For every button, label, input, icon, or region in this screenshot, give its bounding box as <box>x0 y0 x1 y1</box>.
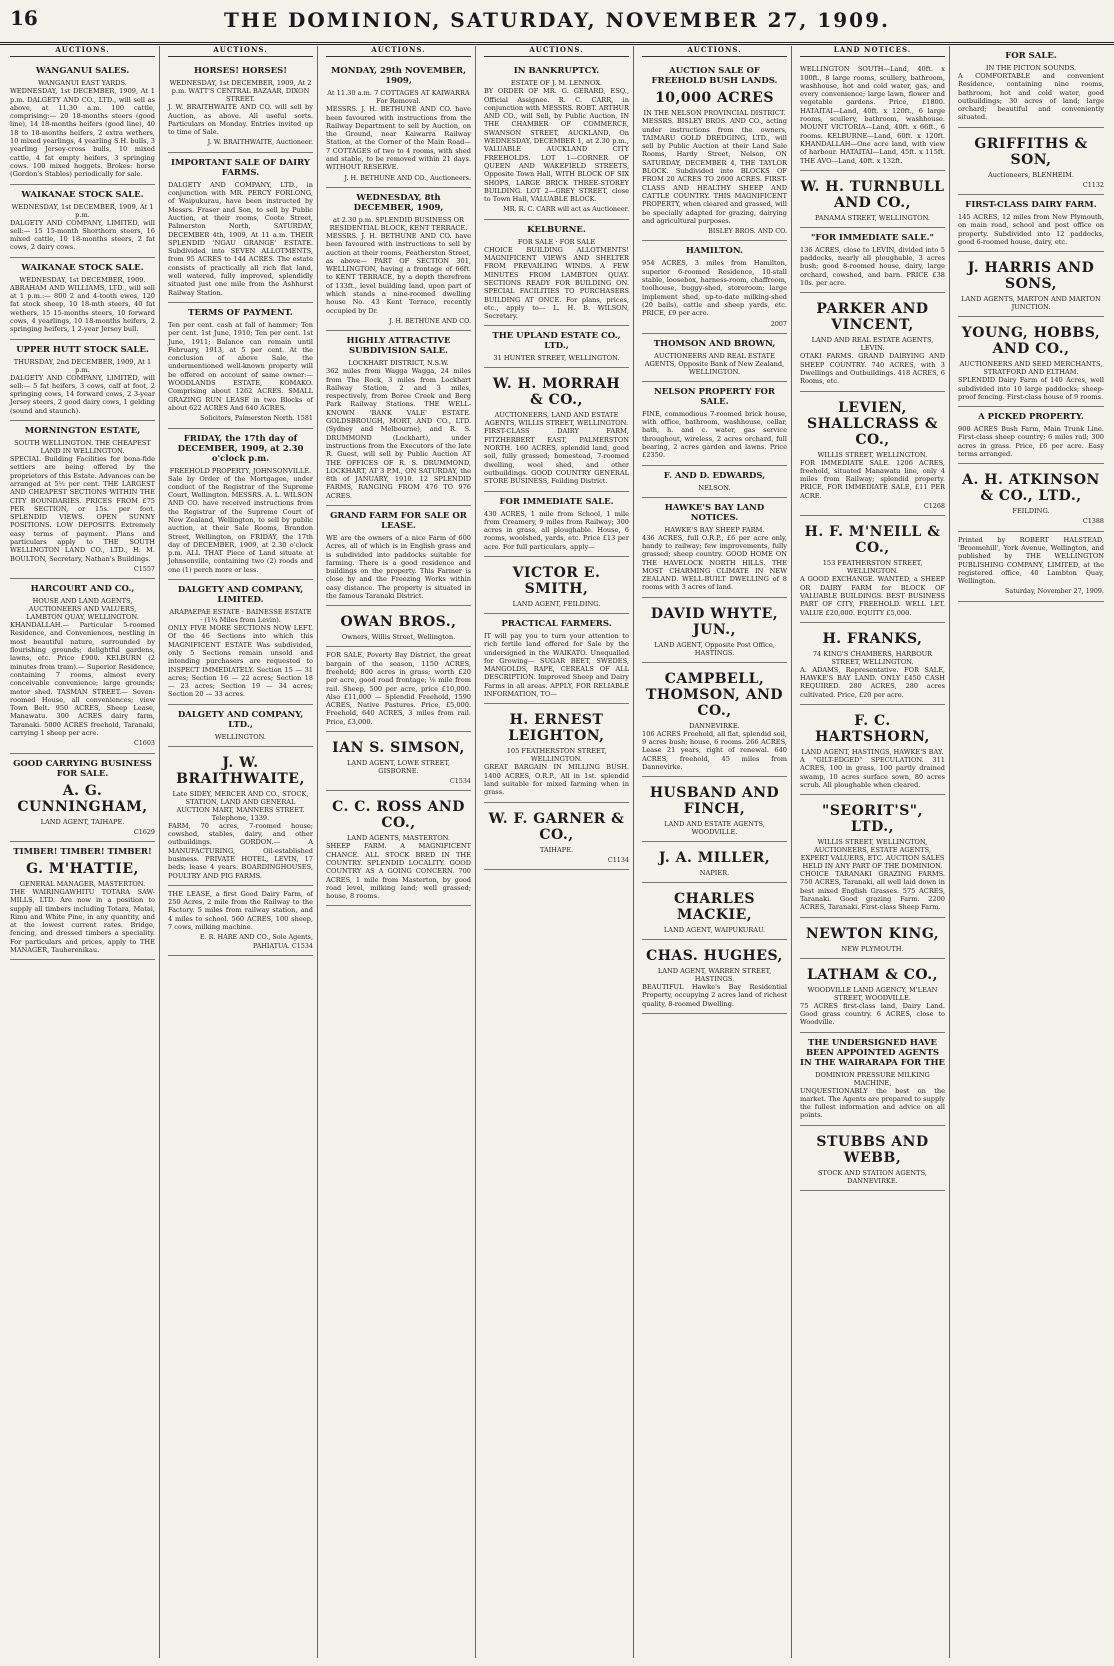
ad-title: UPPER HUTT STOCK SALE. <box>16 344 149 355</box>
ad-subtitle: SOUTH WELLINGTON. THE CHEAPEST LAND IN WELLINGTON. <box>14 439 151 456</box>
advertisement <box>10 61 155 184</box>
ad-title: AUCTION SALE OF FREEHOLD BUSH LANDS. <box>651 66 778 87</box>
ad-title: FOR SALE. <box>1005 51 1057 61</box>
advertisement <box>642 598 787 663</box>
ad-title: IN BANKRUPTCY. <box>513 66 600 77</box>
advertisement <box>800 1033 945 1126</box>
ad-body: 75 ACRES first-class land, Dairy Land. Good grass country. 6 ACRES, close to Woodville. <box>800 1001 945 1027</box>
ad-advertiser: J. W. BRAITHWAITE, <box>176 754 305 787</box>
ad-body: 145 ACRES, 12 miles from New Plymouth, on main road, school and post office on property. Subdivided into 12 paddocks, good 6-roomed house, dairy, etc. <box>958 213 1104 246</box>
ad-subtitle: LAND AND ESTATE AGENTS, WOODVILLE. <box>664 820 765 837</box>
advertisement <box>484 220 629 327</box>
ad-footer: C1132 <box>1082 180 1104 189</box>
advertisement <box>958 46 1104 128</box>
ad-subtitle: Auctioneers, BLENHEIM. <box>987 170 1075 179</box>
advertisement <box>168 429 313 581</box>
ad-subtitle: AUCTIONEERS, LAND AND ESTATE AGENTS, WILLIS STREET, WELLINGTON. <box>484 411 629 428</box>
column-header: AUCTIONS. <box>642 46 787 57</box>
column-7 <box>954 46 1108 1658</box>
advertisement <box>484 368 629 491</box>
advertisement <box>642 241 787 333</box>
ad-title: A PICKED PROPERTY. <box>978 412 1084 423</box>
ad-body: Sale by Order of the Mortgagee, under conduct of the Registrar of the Supreme Court, Wellington. MESSRS. A. L. WILSON AND CO. have received instructions from the Registrar of the Supreme Court of New Zealand, Wellington, to sell by public auction, at their Sale Rooms, Brandon Street, Wellington, on FRIDAY, the 17th day of DECEMBER, 1909, at 2.30 o'clock p.m. ALL THAT Piece of Land situate at Johnsonville, containing two (2) roods and one (1) perch more or less. <box>168 474 313 574</box>
ad-title: FIRST-CLASS DAIRY FARM. <box>965 200 1097 211</box>
ad-body: FOR SALE, Poverty Bay District, the great bargain of the season, 1150 ACRES, freehold; 800 acres in grass; worth £20 per acre, good road frontage; ⅛ mile from rail. Sheep, 500 per acre, price £10,000. Also £11,000 — Splendid Freehold, 1590 ACRES, Native Pastures. Price, £5,000. Freehold, 640 ACRES, 3 miles from rail. Price, £3,000. <box>326 651 471 726</box>
ad-body: Ten per cent. cash at fall of hammer; Ten per cent. 1st June, 1910; Ten per cent. 1st June, 1911; Balance can remain until February, 1913, at 5 per cent. At the conclusion of above Sale, the undermentioned well-known property will be offered on account of same owner:— WOODLANDS ESTATE, KOMAKO. Comprising about 1262 ACRES. SMALL GRAZING RUN LEASE in two Blocks of about 622 ACRES And 640 ACRES. <box>168 320 313 412</box>
ad-advertiser: STUBBS AND WEBB, <box>816 1133 929 1166</box>
ad-title: TERMS OF PAYMENT. <box>188 307 293 318</box>
ad-subtitle: WILLIS STREET, WELLINGTON, AUCTIONEERS, ESTATE AGENTS, EXPERT VALUERS, ETC. AUCTION SALES HELD IN ANY PART OF THE DOMINION. <box>800 838 945 871</box>
masthead <box>0 0 1114 45</box>
ad-subtitle: IN THE NELSON PROVINCIAL DISTRICT. <box>643 109 786 118</box>
ad-subtitle: LAND AND REAL ESTATE AGENTS, LEVIN. <box>811 336 934 353</box>
column-6 <box>796 46 950 1658</box>
ad-title: PRACTICAL FARMERS. <box>501 618 612 629</box>
ad-subtitle: LAND AGENTS, MASTERTON. <box>346 834 451 843</box>
ad-advertiser: H. ERNEST LEIGHTON, <box>508 712 605 745</box>
ad-body: A "GILT-EDGED" SPECULATION. 311 ACRES, 100 in grass, 100 partly drained swamp, 10 acres surface sown, 80 acres scrub. All ploughable when cleared. <box>800 755 945 789</box>
ad-advertiser: CAMPBELL, THOMSON, AND CO., <box>645 670 784 719</box>
ad-advertiser: H. FRANKS, <box>822 630 923 647</box>
ad-footer: E. R. HARE AND CO., Sole Agents, PAHIATUA. C1534 <box>199 933 313 950</box>
column-header: AUCTIONS. <box>484 46 629 57</box>
ad-body: 436 ACRES, full O.R.P., £6 per acre only, handy to railway; few improvements, fully grassed; sheep country. GOOD HOME ON THE HAVELOCK NORTH HILLS. THE MOST CHARMING CLIMATE IN NEW ZEALAND. WELL-BUILT DWELLING of 8 rooms with 3 acres of land. <box>642 533 787 592</box>
advertisement <box>326 61 471 188</box>
ad-subtitle: TAIHAPE. <box>539 845 574 854</box>
ad-advertiser: CHARLES MACKIE, <box>674 891 755 924</box>
advertisement <box>642 61 787 241</box>
column-1 <box>6 46 160 1658</box>
ad-advertiser: NEWTON KING, <box>805 925 940 942</box>
ad-footer: C1134 <box>607 855 629 864</box>
ad-footer: J. H. BETHUNE AND CO., Auctioneers. <box>344 173 471 182</box>
advertisement <box>484 326 629 368</box>
advertisement <box>800 959 945 1033</box>
advertisement <box>642 334 787 382</box>
ad-title: IMPORTANT SALE OF DAIRY FARMS. <box>171 157 310 178</box>
ad-body: WELLINGTON SOUTH—Land, 40ft. x 100ft., 8 large rooms, scullery, bathroom, washhouse, hot and cold water, gas, and every convenience; large lawn, flower and vegetable gardens. Price, £1800. HATAITAI—Land, 40ft. x 120ft., 6 large rooms, scullery, bathroom, washhouse. MOUNT VICTORIA—Land, 40ft. x 66ft., 6 rooms. KELBURNE—Land, 60ft. x 120ft. KHANDALLAH—One acre land, with view of harbour. HATAITAI—Land, 45ft. x 115ft. THE AVO—Land, 40ft. x 132ft. <box>800 65 945 165</box>
ad-subtitle: THURSDAY, 2nd DECEMBER, 1909, At 1 p.m. <box>13 357 152 374</box>
ad-subtitle: PANAMA STREET, WELLINGTON. <box>814 213 931 222</box>
column-4 <box>480 46 634 1658</box>
ad-subtitle: NEW PLYMOUTH. <box>841 944 904 953</box>
ad-body: CHOICE BUILDING ALLOTMENTS! MAGNIFICENT VIEWS AND SHELTER FROM PREVAILING WINDS. A FEW MINUTES FROM LAMBTON QUAY. SECTIONS READY FOR BUILDING ON. SPECIAL FACILITIES TO PURCHASERS BUILDING AT ONCE. For plans, prices, etc., apply to— L. H. B. WILSON, Secretary. <box>484 245 629 321</box>
ad-advertiser: YOUNG, HOBBS, AND CO., <box>961 325 1101 358</box>
advertisement <box>168 153 313 303</box>
ad-footer: C1268 <box>923 502 945 511</box>
ad-advertiser: DAVID WHYTE, JUN., <box>650 605 779 638</box>
ad-subtitle: LAND AGENT, TAIHAPE. <box>40 817 125 826</box>
ad-body: MESSRS. BISLEY BROS. AND CO., acting under instructions from the owners, TAIMARU GOLD DREDGING, LTD., will sell by Public Auction at their Land Sale Rooms, Hardy Street, Nelson, ON SATURDAY, DECEMBER 4, THE TAYLOR BLOCK. Subdivided into BLOCKS OF FROM 20 ACRES TO 2600 ACRES. FIRST-CLASS AND HEALTHY SHEEP AND CATTLE COUNTRY. THIS MAGNIFICENT PROPERTY, when cleared and grassed, will be specially adapted for grazing, dairying and agricultural purposes. <box>642 117 787 225</box>
advertisement <box>958 464 1104 531</box>
ad-advertiser: W. H. TURNBULL AND CO., <box>800 178 945 211</box>
ad-subtitle: NAPIER. <box>699 869 730 878</box>
ad-subtitle: LAND AGENT, LOWE STREET, GISBORNE. <box>346 759 451 776</box>
ad-body: WEDNESDAY, 1st DECEMBER, 1909, At 1 p.m. DALGETY AND CO., LTD., will sell as above, at 11.30 a.m. 100 cattle, comprising:— 20 18-months steers (good line), 14 18-months heifers (good line), 40 18 to 18-months heifers, 2 extra wethers, 10 mixed yearlings, 4 yearling S.H. bulls, 3 yearling Jersey-cross bulls, 10 mixed cattle, 4 fat empty heifers, 3 springing cows. 100 mixed hoggets. Brokes: horse (Gordon's Stables) periodically for sale. <box>10 87 155 179</box>
ad-body: DALGETY AND COMPANY, LTD., in conjunction with MR. PERCY FORLONG, of Waipukurau, have been instructed by Messrs. Fraser and Son, to sell by Public Auction, at their rooms, Coote Street, Palmerston North, SATURDAY, DECEMBER 4th, 1909, At 11 a.m. THEIR SPLENDID 'NGAU GRANGE' ESTATE. Subdivided into SEVEN ALLOTMENTS, from 95 ACRES to 144 ACRES. The estate consists of practically all rich flat land, well watered, fully improved, splendidly situated just one mile from the Ashhurst Railway Station. <box>168 180 313 297</box>
ad-body: 362 miles from Wagga Wagga, 24 miles from The Rock, 3 miles from Lockhart Railway Station, 2 and 3 miles, respectively, from Boree Creek and Berg Park Railway Stations. THE WELL-KNOWN 'BANK VALE' ESTATE. GOLDSBROUGH, MORT, AND CO., LTD. (Sydney and Melbourne), and R. S. DRUMMOND (Lockhart), under instructions from the Executors of the late R. Guest, will sell by Public Auction AT THE OFFICES OF R. S. DRUMMOND, LOCKHART, AT 3 P.M., ON SATURDAY, the 8th of JANUARY, 1910. 12 SPLENDID FARMS, RANGING FROM 476 TO 976 ACRES. <box>326 367 471 500</box>
ad-subtitle: FEILDING. <box>1012 507 1050 516</box>
ad-footer: MR. R. C. CARR will act as Auctioneer. <box>503 205 629 214</box>
advertisement <box>484 557 629 614</box>
ad-body: 136 ACRES, close to LEVIN, divided into 5 paddocks, nearly all ploughable, 3 acres bush; good 8-roomed house, dairy, large orchard, cowshed, and barn. PRICE £38 10s. per acre. <box>800 245 945 288</box>
ad-subtitle: At 11.30 a.m. 7 COTTAGES AT KAIWARRA For Removal. <box>327 89 470 106</box>
ad-body: THE WAIRINGAWHITU TOTARA SAW-MILLS, LTD. Are now in a position to supply all timbers including Totara, Matai, Rimu and White Pine, in any quantity, and at the lowest current rates. Bridge, fencing, and dressed timbers a speciality. For particulars and prices, apply to THE MANAGER, Tauherenikau. <box>10 887 155 954</box>
ad-subtitle: WEDNESDAY, 1st DECEMBER, 1909, At 1 p.m. <box>11 202 154 219</box>
advertisement <box>642 842 787 883</box>
advertisement <box>10 185 155 258</box>
ad-advertiser: C. C. ROSS AND CO., <box>332 799 465 832</box>
ad-subtitle: LAND AGENT, WAIPUKURAU. <box>663 926 766 935</box>
ad-advertiser: PARKER AND VINCENT, <box>816 301 929 334</box>
ad-advertiser: F. C. HARTSHORN, <box>815 712 930 745</box>
ad-body: A GOOD EXCHANGE. WANTED, a SHEEP OR DAIRY FARM for BLOCK OF VALUABLE BUILDINGS. BEST BUSINESS PART OF CITY, FREEHOLD. WELL LET. VALUE £20,000. EQUITY £5,000. <box>800 575 945 617</box>
ad-advertiser: J. A. MILLER, <box>658 850 771 867</box>
ad-title: THOMSON AND BROWN, <box>653 338 776 349</box>
advertisement <box>800 171 945 228</box>
ad-footer: J. H. BETHUNE AND CO. <box>389 316 471 325</box>
advertisement <box>800 392 945 517</box>
column-header: AUCTIONS. <box>168 46 313 57</box>
ad-title: F. AND D. EDWARDS, <box>663 470 766 481</box>
ad-body: A. ADAMS, Representative. FOR SALE, HAWKE'S BAY LAND. ONLY £450 CASH REQUIRED. 280 ACRES, 280 acres cultivated. Price, £20 per acre. <box>800 665 945 699</box>
ad-body: THE LEASE, a first Good Dairy Farm, of 250 Acres, 2 mile from the Railway to the Factory. 5 miles from railway station, and 4 miles to school. 560 ACRES, 100 sheep, 7 cows, milking machine. <box>168 889 313 931</box>
ad-title: HORSES! HORSES! <box>194 66 287 77</box>
advertisement <box>168 580 313 705</box>
ad-body: 106 ACRES Freehold, all flat, splendid soil, 9 acres bush; house, 6 rooms. 266 ACRES, Lease 21 years, right of renewal. 640 ACRES, freehold, 45 miles from Dannevirke. <box>642 729 787 771</box>
advertisement <box>484 614 629 704</box>
ad-body: CHOICE TARANAKI GRAZING FARMS. 750 ACRES, Taranaki, all well laid down in best mixed English Grasses. 575 ACRES, Taranaki. Good grazing Farm. 2200 ACRES, Taranaki. First-class Sheep Farm. <box>800 870 945 912</box>
ad-footer: BISLEY BROS. AND CO. <box>708 227 787 236</box>
advertisement <box>10 579 155 753</box>
advertisement <box>958 195 1104 252</box>
ad-subtitle: at 2.30 p.m. SPLENDID BUSINESS OR RESIDENTIAL BLOCK, KENT TERRACE. <box>329 215 468 232</box>
ad-footer: Saturday, November 27, 1909. <box>1005 587 1104 596</box>
ad-title: "FOR IMMEDIATE SALE." <box>811 232 934 243</box>
advertisement <box>642 663 787 777</box>
ad-body: MESSRS. J. H. BETHUNE AND CO. have been favoured with instructions from the Railway Department to sell by Auction, on the Ground, near Kaiwarra Railway Station, at the Corner of the Main Road— 7 COTTAGES of two to 4 rooms, with shed and stable, to be removed within 21 days. WITHOUT RESERVE. <box>326 105 471 172</box>
ad-footer: 2007 <box>770 319 787 328</box>
advertisement <box>958 317 1104 407</box>
advertisement <box>800 623 945 705</box>
ad-body: 954 ACRES, 3 miles from Hamilton, superior 6-roomed Residence, 10-stall stable, loosebox, harness-room, chaffroom, toolhouse, buggy-shed, storeroom; large implement shed, up-to-date milking-shed (20 bails), cattle and sheep yards, etc. PRICE, £9 per acre. <box>642 259 787 318</box>
advertisement <box>168 705 313 747</box>
ad-advertiser: W. F. GARNER & CO., <box>488 810 625 843</box>
ad-body: Printed by ROBERT HALSTEAD, 'Broomehill', York Avenue, Wellington, and published by THE WELLINGTON PUBLISHING COMPANY, LIMITED, at the registered office, 40 Lambton Quay, Wellington. <box>958 535 1104 586</box>
newspaper-title: THE DOMINION, SATURDAY, NOVEMBER 27, 1909. <box>224 8 890 32</box>
ad-subtitle: LAND AGENT, Opposite Post Office, HASTINGS. <box>654 640 775 657</box>
ad-advertiser: H. F. M'NEILL & CO., <box>804 524 941 557</box>
ad-subtitle: STOCK AND STATION AGENTS, DANNEVIRKE. <box>818 1168 927 1185</box>
ad-subtitle: 31 HUNTER STREET, WELLINGTON. <box>493 354 620 363</box>
ad-title: HIGHLY ATTRACTIVE SUBDIVISION SALE. <box>346 336 451 357</box>
advertisement <box>958 128 1104 195</box>
advertisement <box>800 1126 945 1191</box>
advertisement <box>484 492 629 557</box>
ad-body: ABRAHAM AND WILLIAMS, LTD., will sell at 1 p.m.:— 800 2 and 4-tooth ewes, 120 fat stock sheep, 10 18-mth steers, 40 fat wethers, 15 15-months steers, 10 forward cows, 4 yearlings, 10 18-months heifers, 2 springing heifers, 1 2-year Jersey bull. <box>10 283 155 334</box>
advertisement <box>10 842 155 960</box>
ad-advertiser: W. H. MORRAH & CO., <box>492 376 621 409</box>
ad-advertiser: IAN S. SIMSON, <box>332 740 465 757</box>
ad-body: ONLY FIVE MORE SECTIONS NOW LEFT. Of the 46 Sections into which this MAGNIFICENT ESTATE Was subdivided, only 5 Sections remain unsold and intending purchasers are requested to INSPECT IMMEDIATELY. Section 15 — 31 acres; Section 16 — 22 acres; Section 18 — 23 acres; Section 19 — 34 acres; Section 20 — 33 acres. <box>168 624 313 699</box>
columns-container <box>6 46 1108 1658</box>
advertisement <box>10 754 155 842</box>
ad-subtitle: FREEHOLD PROPERTY, JOHNSONVILLE. <box>169 466 312 475</box>
page-number: 16 <box>10 6 38 30</box>
ad-subtitle: HOUSE AND LAND AGENTS, AUCTIONEERS AND VALUERS, LAMBTON QUAY, WELLINGTON. <box>26 597 139 622</box>
advertisement <box>800 918 945 959</box>
advertisement <box>800 293 945 391</box>
ad-body: BY ORDER OF MR. G. GERARD, ESQ., Official Assignee. R. C. CARR, in conjunction with MESSRS. ROBT. ARTHUR AND CO., will Sell, by Public Auction, IN THE CHAMBER OF COMMERCE, SWANSON STREET, AUCKLAND, On WEDNESDAY, DECEMBER 1, at 2.30 p.m., VALUABLE AUCKLAND CITY FREEHOLDS. LOT 1—CORNER OF QUEEN AND WAKEFIELD STREETS, Opposite Town Hall, WITH BLOCK OF SIX SHOPS, LARGE BRICK THREE-STOREY BUILDING. LOT 2—GREY STREET, close to Town Hall, VALUABLE BLOCK. <box>484 87 629 204</box>
ad-subtitle: IN THE PICTON SOUNDS. <box>985 64 1077 72</box>
ad-subtitle: ARAPAEPAE ESTATE · BAINESSE ESTATE · (1¼ Miles from Levin). <box>169 608 312 625</box>
ad-body: OTAKI FARMS. GRAND DAIRYING AND SHEEP COUNTRY. 740 ACRES, with 3 Dwellings and Outbuildings. 418 ACRES, 6 Rooms, etc. <box>800 352 945 386</box>
ad-body: FOR IMMEDIATE SALE. 1206 ACRES, freehold, situated Manawatu line, only 4 miles from Railway; splendid property. PRICE, FOR IMMEDIATE SALE, £11 PER ACRE. <box>800 458 945 500</box>
ad-body: DALGETY AND COMPANY, LIMITED, will sell:— 15 15-month Shorthorn steers, 16 mixed cattle, 10 18-months steers, 2 fat cows, 2 dairy cows. <box>10 218 155 252</box>
ad-title: MORNINGTON ESTATE, <box>24 426 141 437</box>
ad-title: WAIKANAE STOCK SALE. <box>21 189 144 200</box>
ad-advertiser: 10,000 ACRES <box>655 90 774 107</box>
ad-body: WE are the owners of a nice Farm of 600 Acres, all of which is in English grass and is subdivided into paddocks suitable for farming. There is a good residence and buildings on the property. This Farmer is close by and the Freezing Works within easy distance. The property is situated in the famous Taranaki District. <box>326 533 471 601</box>
ad-subtitle: WANGANUI EAST YARDS. <box>38 79 127 88</box>
ad-title: WANGANUI SALES. <box>35 66 130 77</box>
ad-body: UNQUESTIONABLY the best on the market. The Agents are prepared to supply the fullest information and advice on all points. <box>800 1086 945 1120</box>
ad-body: SPLENDID Dairy Farm of 140 Acres, well subdivided into 10 large paddocks; sheep-proof fencing. First-class house of 9 rooms. <box>958 376 1104 401</box>
ad-subtitle: WOODVILLE LAND AGENCY, M'LEAN STREET, WOODVILLE. <box>807 985 938 1002</box>
advertisement <box>326 331 471 506</box>
column-5 <box>638 46 792 1658</box>
advertisement <box>800 228 945 293</box>
advertisement <box>326 647 471 732</box>
advertisement <box>800 705 945 795</box>
ad-body: FIRST-CLASS DAIRY FARM, FITZHERBERT EAST, PALMERSTON NORTH. 160 ACRES, splendid land, good soil, fully grassed; homestead, 7-roomed dwelling, wool shed, and other outbuildings. GOOD COUNTRY GENERAL STORE BUSINESS, Feilding District. <box>484 427 629 486</box>
advertisement <box>642 498 787 598</box>
ad-title: NELSON PROPERTY FOR SALE. <box>654 386 775 407</box>
ad-subtitle: DOMINION PRESSURE MILKING MACHINE, <box>815 1070 930 1087</box>
ad-subtitle: WILLIS STREET, WELLINGTON. <box>817 450 928 459</box>
advertisement <box>326 791 471 906</box>
ad-body: 900 ACRES Bush Farm, Main Trunk Line. First-class sheep country; 6 miles rail; 300 acres in grass. Price, £6 per acre. Easy terms arranged. <box>958 425 1104 459</box>
ad-title: DALGETY AND COMPANY, LTD., <box>177 709 304 730</box>
advertisement <box>800 61 945 171</box>
advertisement <box>326 732 471 791</box>
ad-footer: Solicitors, Palmerston North. 1581 <box>200 414 313 423</box>
ad-subtitle: LAND AGENT, HASTINGS, HAWKE'S BAY. <box>801 747 944 756</box>
ad-advertiser: J. HARRIS AND SONS, <box>967 260 1095 293</box>
ad-title: MONDAY, 29th NOVEMBER, 1909, <box>330 66 467 87</box>
ad-body: SHEEP FARM. A MAGNIFICENT CHANCE. ALL STOCK BRED IN THE COUNTRY. SPLENDID LOCALITY. GOOD COUNTRY AS A GOING CONCERN. 700 ACRES, 1 mile from Masterton, by good road level, milking land; well grassed; house, 8 rooms. <box>326 842 471 901</box>
ad-title: THE UPLAND ESTATE CO., LTD., <box>492 331 621 352</box>
advertisement <box>958 532 1104 602</box>
ad-subtitle: AUCTIONEERS AND REAL ESTATE AGENTS, Opposite Bank of New Zealand, WELLINGTON. <box>644 351 785 376</box>
ad-subtitle: GENERAL MANAGER, MASTERTON. <box>19 879 146 888</box>
advertisement <box>642 883 787 940</box>
ad-title: TIMBER! TIMBER! TIMBER! <box>13 846 152 857</box>
ad-advertiser: CHAS. HUGHES, <box>646 948 783 965</box>
advertisement <box>326 506 471 606</box>
advertisement <box>958 407 1104 464</box>
ad-footer: C1534 <box>449 777 471 786</box>
ad-title: KELBURNE. <box>527 224 586 235</box>
ad-footer: J. W. BRAITHWAITE, Auctioneer. <box>207 138 313 147</box>
advertisement <box>326 606 471 647</box>
ad-subtitle: FOR SALE · FOR SALE <box>517 237 596 246</box>
ad-title: HAMILTON. <box>685 246 744 257</box>
advertisement <box>484 704 629 802</box>
ad-subtitle: Owners, Willis Street, Wellington. <box>341 633 456 642</box>
ad-subtitle: DANNEVIRKE. <box>689 721 740 730</box>
ad-footer: C1603 <box>133 739 155 748</box>
advertisement <box>326 188 471 331</box>
ad-title: FRIDAY, the 17th day of DECEMBER, 1909, at 2.30 o'clock p.m. <box>177 433 304 464</box>
advertisement <box>168 886 313 956</box>
advertisement <box>10 258 155 340</box>
ad-body: SPECIAL Building Facilities for bona-fide settlers are being offered by the proprietors of this Estate. Advances can be arranged at 5½ per cent. THE LARGEST AND CHEAPEST SECTIONS WITHIN THE CITY BOUNDARIES. PRICES FROM £75 PER SECTION, or 15s. per foot. SPLENDID VIEWS. OPEN SUNNY POSITIONS. LOW DEPOSITS. Extremely easy terms of payment. Plans and particulars apply to THE SOUTH WELLINGTON LAND CO., LTD., H. M. BOULTON, Secretary, Nathan's Buildings. <box>10 455 155 563</box>
ad-subtitle: NELSON. <box>698 483 731 492</box>
ad-advertiser: A. G. CUNNINGHAM, <box>17 782 148 815</box>
advertisement <box>958 252 1104 317</box>
ad-title: DALGETY AND COMPANY, LIMITED. <box>177 585 304 606</box>
advertisement <box>800 795 945 917</box>
ad-subtitle: HAWKE'S BAY SHEEP FARM. <box>664 525 765 534</box>
ad-advertiser: OWAN BROS., <box>340 614 457 631</box>
ad-title: WAIKANAE STOCK SALE. <box>21 262 144 273</box>
advertisement <box>484 803 629 870</box>
advertisement <box>10 340 155 421</box>
column-2 <box>164 46 318 1658</box>
ad-subtitle: Late SIDEY, MERCER AND CO., STOCK, STATION, LAND AND GENERAL AUCTION MART, MANNERS STREET. Telephone, 1339. <box>172 789 309 822</box>
column-header: LAND NOTICES. <box>800 46 945 57</box>
advertisement <box>642 777 787 842</box>
ad-subtitle: AUCTIONEERS AND SEED MERCHANTS, STRATFORD AND ELTHAM. <box>959 360 1103 377</box>
column-3 <box>322 46 476 1658</box>
ad-subtitle: 153 FEATHERSTON STREET, WELLINGTON. <box>822 559 923 576</box>
ad-subtitle: 74 KING'S CHAMBERS, HARBOUR STREET, WELLINGTON. <box>812 649 933 666</box>
ad-footer: C1388 <box>1082 517 1104 526</box>
ad-subtitle: LAND AGENT, FEILDING. <box>512 599 601 608</box>
advertisement <box>484 61 629 219</box>
advertisement <box>168 747 313 886</box>
ad-body: BEAUTIFUL Hawke's Bay Residential Property, occupying 2 acres land of richest quality, 8-roomed Dwelling. <box>642 983 787 1008</box>
ad-body: DALGETY AND COMPANY, LIMITED, will sell:— 5 fat heifers, 3 cows, calf at foot, 2 springing cows, 14 forward cows, 2 3-year Jersey steers, 2 good dairy cows, 1 gelding (sound and staunch). <box>10 373 155 415</box>
ad-advertiser: G. M'HATTIE, <box>26 860 139 877</box>
ad-body: A COMFORTABLE and convenient Residence, containing nine rooms, bathroom, hot and cold water, good outbuildings; 30 acres of land; large orchard; beautiful and conveniently situated. <box>958 72 1104 122</box>
ad-footer: C1557 <box>133 564 155 573</box>
ad-body: GREAT BARGAIN IN MILLING BUSH. 1400 ACRES, O.R.P., All in 1st. splendid land suitable for mixed farming when in grass. <box>484 763 629 797</box>
ad-title: FOR IMMEDIATE SALE. <box>499 496 614 507</box>
ad-subtitle: WEDNESDAY, 1st DECEMBER, 1909. <box>19 275 146 284</box>
ad-subtitle: WEDNESDAY, 1st DECEMBER, 1909, At 2 p.m. WATT'S CENTRAL BAZAAR, DIXON STREET. <box>169 79 312 104</box>
ad-advertiser: GRIFFITHS & SON, <box>974 135 1088 168</box>
advertisement <box>642 940 787 1014</box>
advertisement <box>168 303 313 429</box>
ad-advertiser: LATHAM & CO., <box>806 966 939 983</box>
ad-title: GRAND FARM FOR SALE OR LEASE. <box>330 510 467 531</box>
ad-title: HAWKE'S BAY LAND NOTICES. <box>664 502 765 523</box>
ad-footer: C1629 <box>133 827 155 836</box>
ad-body: 430 ACRES, 1 mile from School, 1 mile from Creamery, 9 miles from Railway; 300 acres in grass, all ploughable. House, 6 rooms, woolshed, yards, etc. Price £13 per acre. For full particulars, apply— <box>484 509 629 551</box>
ad-title: WEDNESDAY, 8th DECEMBER, 1909, <box>353 192 444 213</box>
column-header: AUCTIONS. <box>326 46 471 57</box>
column-header: AUCTIONS. <box>10 46 155 57</box>
ad-advertiser: A. H. ATKINSON & CO., LTD., <box>962 472 1100 505</box>
ad-body: FARM, 70 acres, 7-roomed house; cowshed, stables, dairy, and other outbuildings. GORDON.— A MANUFACTURING, Oil-established business. PRIVATE HOTEL, LEVIN, 17 beds; lease 4 years. BOARDINGHOUSES, POULTRY AND PIG FARMS. <box>168 821 313 880</box>
advertisement <box>168 61 313 152</box>
advertisement <box>642 466 787 498</box>
ad-subtitle: ESTATE OF J. M. LENNOX. <box>510 79 603 88</box>
ad-body: IT will pay you to turn your attention to rich fertile land offered for Sale by the undersigned in the WAIKATO. Unequalled for Growing— SUGAR BEET, SWEDES, MANGOLDS, RAPE, CEREALS OF ALL DESCRIPTION. Improved Sheep and Dairy Farms in all areas. APPLY, FOR RELIABLE INFORMATION, TO— <box>484 631 629 699</box>
ad-subtitle: LAND AGENT, WARREN STREET, HASTINGS. <box>657 967 772 984</box>
advertisement <box>800 516 945 622</box>
ad-subtitle: WELLINGTON. <box>214 732 267 741</box>
ad-body: FINE, commodious 7-roomed brick house, with office, bathroom, washhouse, cellar, bath, h. and c. water, gas service throughout, wireless, 2 acres orchard, full bearing, 2 acres garden and lawns. Price £2350. <box>642 409 787 460</box>
ad-body: KHANDALLAH.— Particular 5-roomed Residence, and Conveniences, nestling in most beautiful nature, surrounded by flourishing grounds; delightful gardens, lawns, etc. Price £900. KELBURN (2 minutes from tram).— Superior Residence, containing 7 rooms, almost every conceivable convenience; large grounds; motor shed. TASMAN STREET.— Seven-roomed House, all conveniences; view Town Belt. 950 ACRES, Sheep Lease, Manawatu. 300 ACRES dairy farm, Taranaki. 5000 ACRES freehold, Taranaki, carrying 1 sheep per acre. <box>10 621 155 738</box>
ad-subtitle: LAND AGENTS, MARTON AND MARTON JUNCTION. <box>961 295 1101 312</box>
ad-title: GOOD CARRYING BUSINESS FOR SALE. <box>13 758 152 779</box>
ad-subtitle: LOCKHART DISTRICT, N.S.W. <box>348 359 449 368</box>
ad-advertiser: HUSBAND AND FINCH, <box>649 785 780 818</box>
ad-title: THE UNDERSIGNED HAVE BEEN APPOINTED AGENTS IN THE WAIRARAPA FOR THE <box>800 1037 946 1068</box>
ad-advertiser: LEVIEN, SHALLCRASS & CO., <box>807 399 938 448</box>
ad-title: HARCOURT AND CO., <box>30 584 135 595</box>
advertisement <box>10 421 155 579</box>
advertisement <box>642 382 787 466</box>
ad-subtitle: 105 FEATHERSTON STREET, WELLINGTON. <box>506 747 607 764</box>
ad-advertiser: VICTOR E. SMITH, <box>512 564 601 597</box>
ad-body: J. W. BRAITHWAITE AND CO. will sell by Auction, as above. All useful sorts. Particulars on Monday. Entries invited up to time of Sale. <box>168 103 313 137</box>
ad-body: MESSRS. J. H. BETHUNE AND CO. have been favoured with instructions to sell by auction at their rooms, Featherston Street, as above— PART OF SECTION 301, WELLINGTON, having a frontage of 66ft. to KENT TERRACE, by a depth therefrom of 133ft., level building land, upon part of which stands a nine-roomed dwelling house No. 43 Kent Terrace, recently occupied by Dr. <box>326 231 471 315</box>
ad-advertiser: "SEORIT'S", LTD., <box>822 803 923 836</box>
